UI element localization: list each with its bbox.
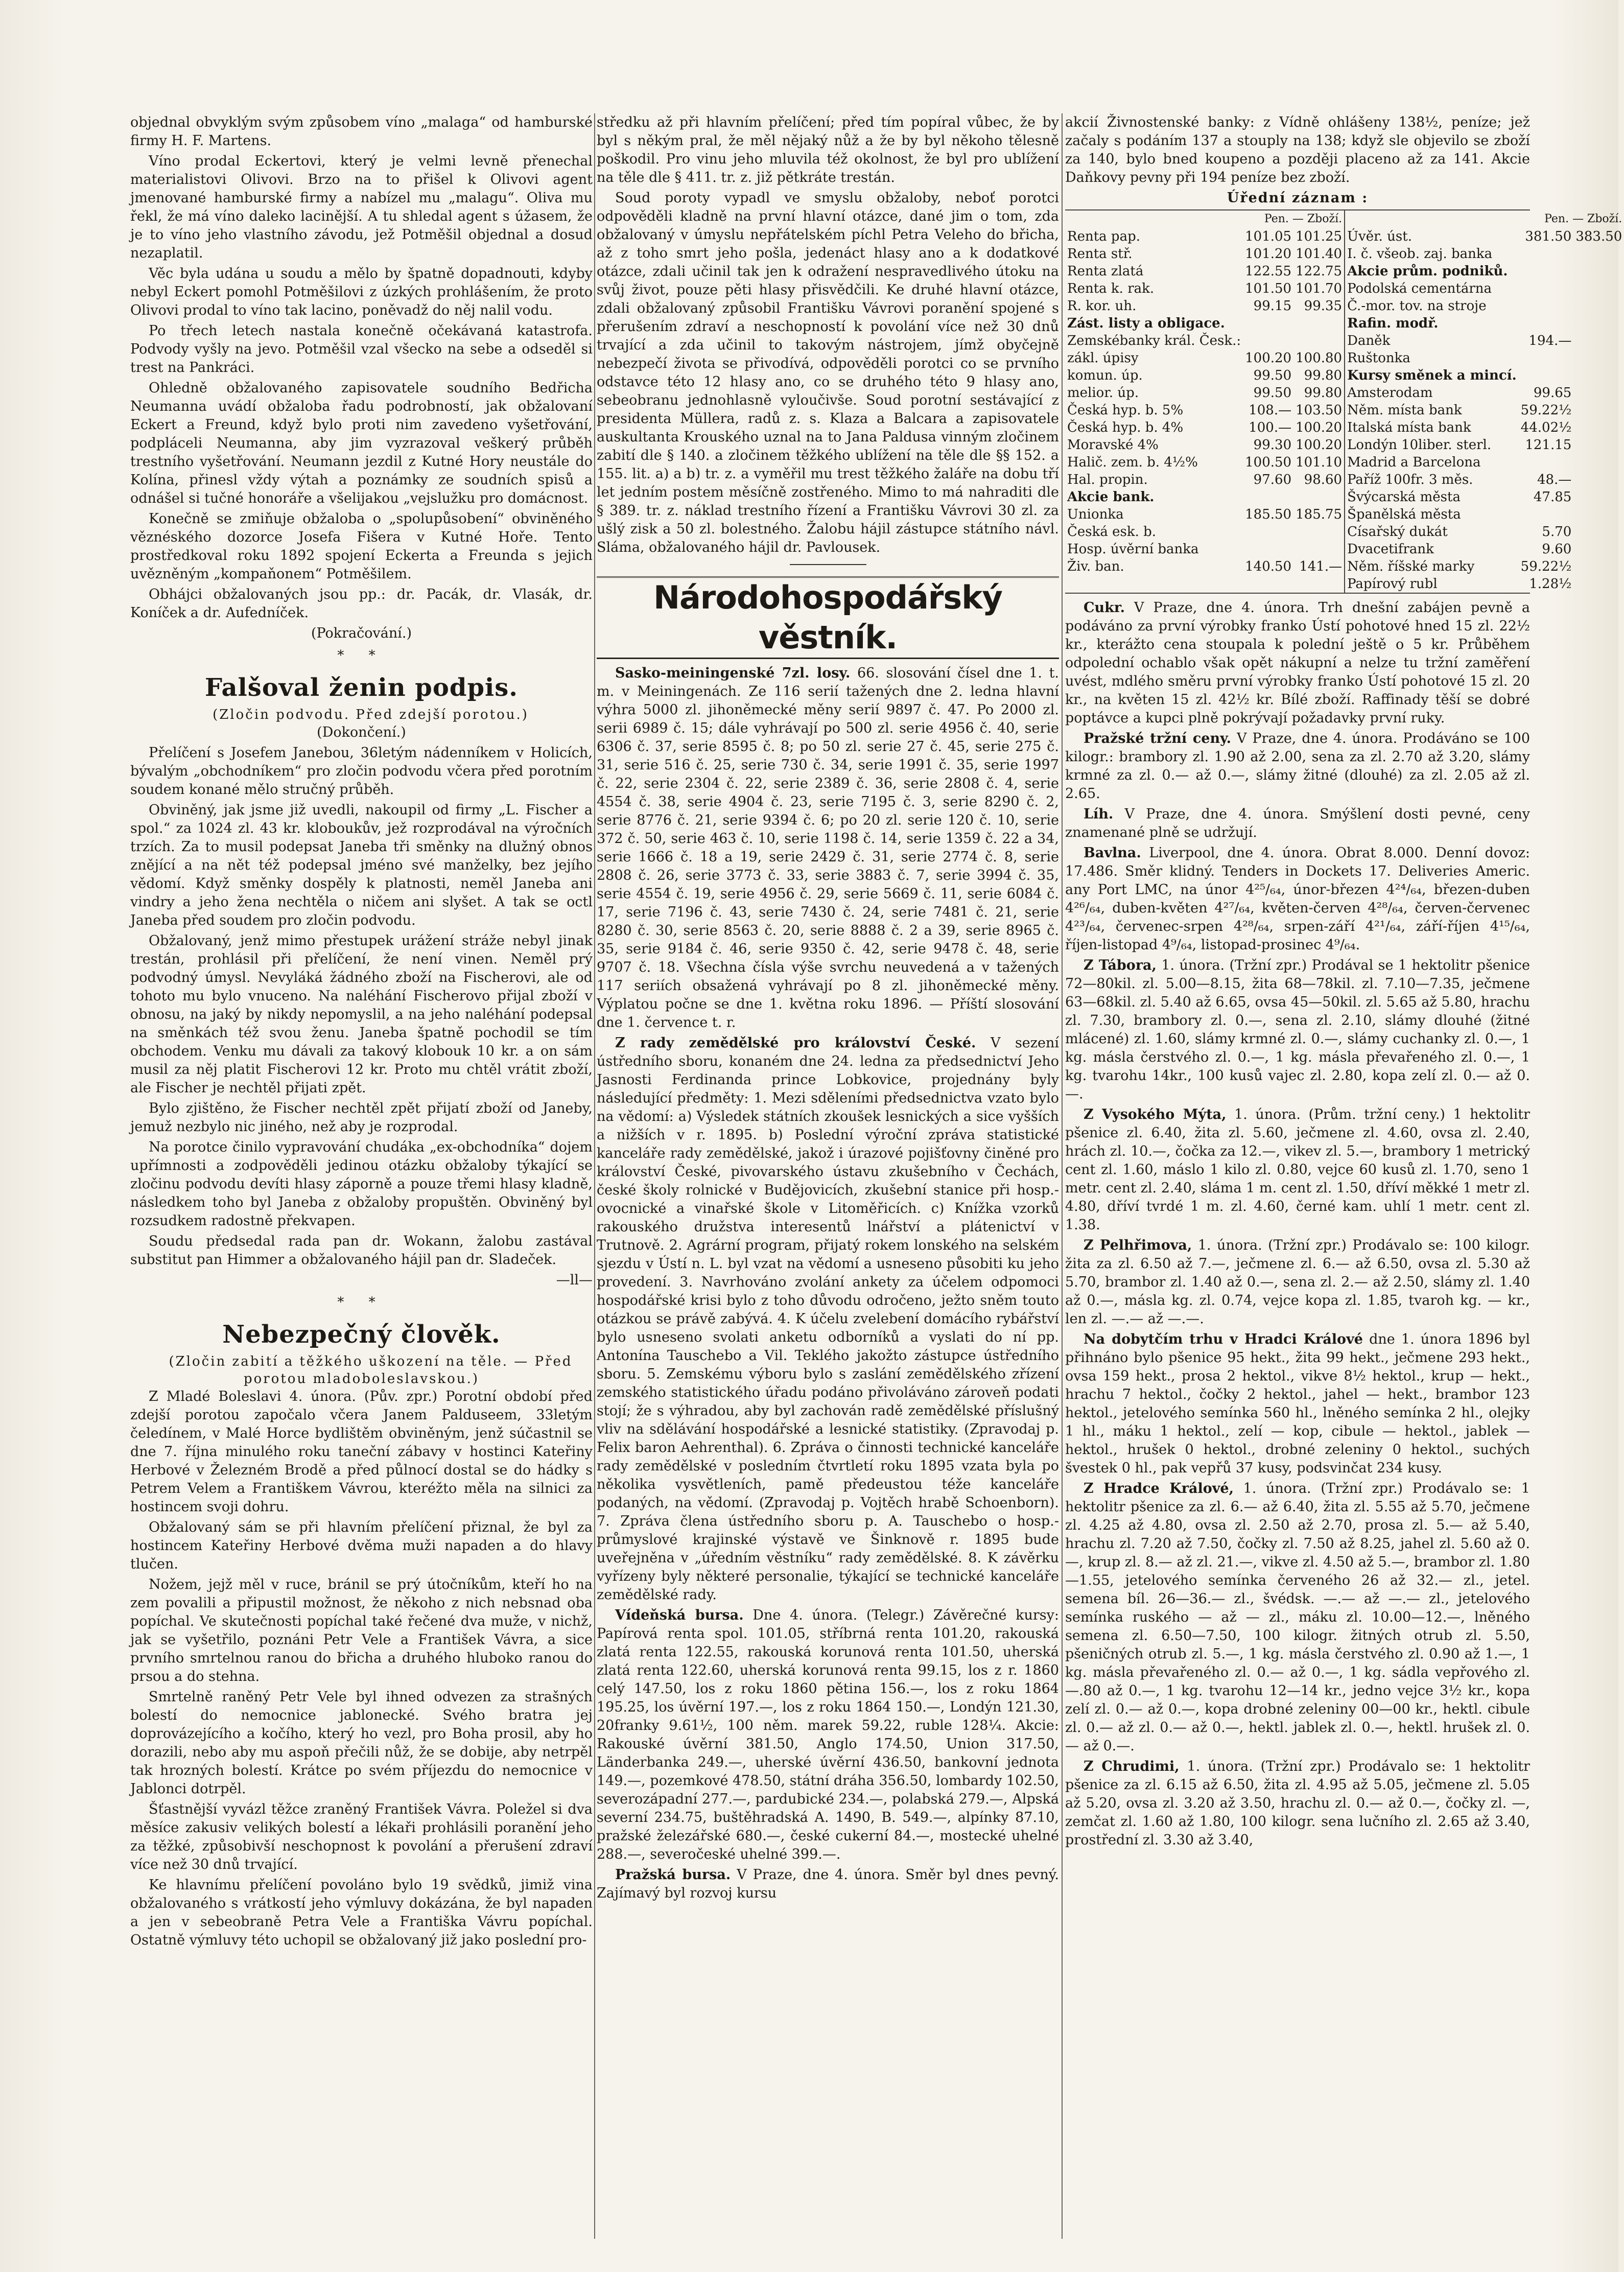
news-item-heading: Bavlna. bbox=[1084, 845, 1141, 861]
paragraph: 1. února. (Prům. tržní ceny.) 1 hektolitr pšenice zl. 6.40, žita zl. 5.60, ječmene zl. 4.60, ovsa zl. 2.40, hrách zl. 10.—, čočka za 12.—, vikev zl. 5.—, brambory 1 metrický cent zl. 1.60, máslo 1 kilo zl. 0.80, vejce 60 kusů zl. 1.70, seno 1 metr. cent zl. 2.40, sláma 1 m. cent zl. 1.50, dříví měkké 1 metr zl. 4.80, dříví tvrdé 1 m. zl. 4.60, černé kam. uhlí 1 metr. cent zl. 1.38. bbox=[1065, 1107, 1530, 1233]
rate-value: 98.60 bbox=[1304, 472, 1343, 487]
rate-row bbox=[1065, 315, 1344, 332]
rate-label: Papírový rubl bbox=[1347, 576, 1438, 592]
column-2 bbox=[597, 113, 1059, 2239]
rate-label: Císařský dukát bbox=[1347, 524, 1448, 540]
rate-label: Úvěr. úst. bbox=[1347, 229, 1412, 244]
rate-label: Londýn 10liber. sterl. bbox=[1347, 437, 1492, 453]
rate-row bbox=[1065, 367, 1344, 384]
rate-row bbox=[1345, 454, 1624, 471]
rate-label: Živ. ban. bbox=[1067, 559, 1124, 574]
rate-row bbox=[1345, 558, 1624, 575]
rate-row bbox=[1345, 349, 1624, 367]
rate-value: 101.40 bbox=[1296, 246, 1343, 262]
rate-row bbox=[1345, 471, 1624, 488]
rate-value: 101.70 bbox=[1296, 281, 1343, 296]
rate-value: 100.20 bbox=[1245, 350, 1292, 366]
rates-table-right bbox=[1344, 210, 1624, 593]
rate-value: 140.50 bbox=[1245, 559, 1292, 574]
rate-value bbox=[1519, 280, 1574, 297]
article-headline: Falšoval ženin podpis. bbox=[205, 673, 518, 702]
rate-row bbox=[1345, 523, 1624, 541]
news-item-heading: Cukr. bbox=[1084, 600, 1125, 616]
news-item-heading: Sasko-meiningenské 7zl. losy. bbox=[615, 665, 851, 681]
rate-label: Italská místa bank bbox=[1347, 420, 1471, 435]
rate-value bbox=[1293, 488, 1344, 506]
paragraph: 1. února. (Tržní zpr.) Prodávalo se: 1 hektolitr pšenice za zl. 6.15 až 6.50, žita zl. 4.95 až 5.05, ječmene zl. 5.05 až 5.20, ovsa zl. 3.20 až 3.50, hrachu zl. 0.— až 0.—, čočky zl. —, zemčat zl. 1.60 až 1.80, 100 kilogr. sena lučního zl. 2.65 až 3.40, prostřední zl. 3.30 až 3.40, bbox=[1065, 1759, 1530, 1848]
rate-value: 185.75 bbox=[1296, 507, 1343, 522]
rate-value bbox=[1573, 488, 1624, 506]
rate-label: Renta zlatá bbox=[1067, 264, 1144, 279]
paragraph: Obžalovaný sám se při hlavním přelíčení přiznal, že byl za hostincem Kateřiny Herbové dvěma muži napaden a do hlavy tlučen. bbox=[130, 1519, 593, 1572]
rate-row bbox=[1345, 541, 1624, 558]
rate-value: 141.— bbox=[1299, 559, 1343, 574]
paragraph: V Praze, dne 4. února. Trh dnešní zabájen pevně a podáváno za první výrobky franko Ústí pohotové hned 15 zl. 22½ kr., kterážto cena stoupala k polední ještě o 5 kr. Průběhem odpolední ochablo však opět nákupní a nelze tu tržní zaměření uvést, mdlého směru první výrobky franko Ústí pohotové 15 zl. 20 kr., na květen 15 zl. 42½ kr. Bílé zboží. Raffinady těší se dobré poptávce a kupci plně pokrývají požadavky první ruky. bbox=[1065, 600, 1530, 726]
news-item-heading: Na dobytčím trhu v Hradci Králové bbox=[1084, 1331, 1363, 1347]
rate-row bbox=[1065, 523, 1344, 541]
rate-value bbox=[1243, 523, 1293, 541]
paragraph: Věc byla udána u soudu a mělo by špatně dopadnouti, kdyby nebyl Eckert pomohl Potměšilovi z úzkých prohlášením, že proto Olivovi prodal to víno tak lacino, poněvadž do něj nalil vodu. bbox=[130, 266, 593, 318]
paragraph: Šťastnější vyvázl těžce zraněný František Vávra. Poležel si dva měsíce zakusiv velikých bolestí a lékaři prohlásili poranění jeho za těžké, způsobivší neschopnost k povolání a přerušení zdraví více než 30 dnů trvající. bbox=[130, 1801, 593, 1872]
rate-label: melior. úp. bbox=[1067, 385, 1139, 401]
rates-header: Pen. — Zboží. bbox=[1544, 213, 1622, 225]
rate-value bbox=[1573, 471, 1624, 488]
rate-value bbox=[1573, 402, 1624, 419]
continuation-note: (Dokončení.) bbox=[317, 724, 406, 740]
paragraph: 1. února. (Tržní zpr.) Prodávalo se: 1 hektolitr pšenice za zl. 6.— až 6.40, žita zl. 5.55 až 5.70, ječmene zl. 4.25 až 4.80, ovsa zl. 2.50 až 2.70, prosa zl. 5.— až 5.40, hrachu zl. 7.20 až 7.50, čočky zl. 7.50 až 8.25, jahel zl. 5.60 až 0.—, krup zl. 8.— až zl. 21.—, vikve zl. 4.50 až 5.—, brambor zl. 1.80—1.55, jetelového semínka červeného 26 až 32.— zl., jetel. semena bíl. 26—36.— zl., švédsk. —.— až —.— zl., jetelového semínka ruského — až — zl., máku zl. 10.00—12.—, lněného semena zl. 6.50—7.50, 100 kilogr. žitných otrub zl. 5.50, pšeničných otrub zl. 5.—, 1 kg. másla čerstvého zl. 0.90 až 1.—, 1 kg. másla převařeného zl. 0.— až 0.—, 1 kg. sádla vepřového zl. —.80 až 0.—, 1 kg. tvarohu 12—14 kr., jedno vejce 3½ kr., kopa zelí zl. 0.— až 0.—, kopa drobné zeleniny 00—00 kr., hektl. cibule zl. 0.— až zl. 0.— až 0.—, hektl. jablek zl. 0.—, hektl. hrušek zl. 0.— až 0.—. bbox=[1065, 1481, 1530, 1754]
paragraph: Obviněný, jak jsme již uvedli, nakoupil od firmy „L. Fischer a spol.“ za 1024 zl. 43 kr. kloboukův, jež rozprodával na výročních trzích. Za to musil podepsat Janeba tři směnky na dlužný obnos znějící a na nět též podepsal jméno své manželky, bez jejího vědomí. Když směnky dospěly k platnosti, neměl Janeba ani vindry a jeho žena nechtěla o ničem ani slyšet. A tak se octl Janeba před soudem pro zločin podvodu. bbox=[130, 802, 593, 928]
rate-row bbox=[1065, 402, 1344, 419]
author-signature: —ll— bbox=[556, 1272, 593, 1288]
paragraph: dne 1. února 1896 byl přihnáno bylo pšenice 95 hekt., žita 99 hekt., ječmene 293 hekt., ovsa 159 hekt., prosa 2 hektol., vikve 8½ hektol., krup — hekt., hrachu 7 hektol., čočky 2 hektol., jahel — hekt., brambor 123 hektol., jetelového semínka 560 hl., lněného semínka 2 hl., olejky 1 hl., máku 1 hektol., zelí — kop, cibule — hektol., jablek — hektol., hrušek 0 hektol., drobné zeleniny 0 hektol., suchých švestek 0 hl., pak vepřů 37 kusy, podsvinčat 234 kusy. bbox=[1065, 1331, 1530, 1476]
rate-value bbox=[1573, 541, 1624, 558]
rate-row bbox=[1065, 506, 1344, 523]
rate-value: 101.05 bbox=[1245, 229, 1292, 244]
paragraph: Smrtelně raněný Petr Vele byl ihned odvezen za strašných bolestí do nemocnice jablonecké. Svého bratra jej doprovázejícího a kočího, který ho vezl, pro Boha prosil, aby ho dorazili, nebo aby mu aspoň přečili nůž, že se dobije, aby netrpěl tak hrozných bolestí. Krátce po svém příjezdu do nemocnice v Jablonci dotrpěl. bbox=[130, 1689, 593, 1797]
article-subheadline: (Zločin zabití a těžkého uškození na těle. — Před porotou mladoboleslavskou.) bbox=[169, 1354, 573, 1387]
rate-label: Česká hyp. b. 5% bbox=[1067, 403, 1184, 418]
rate-row bbox=[1345, 506, 1624, 523]
rate-row bbox=[1345, 245, 1624, 263]
rate-value: 59.22½ bbox=[1520, 403, 1572, 418]
rate-label: Zemskébanky král. Česk.: bbox=[1067, 333, 1241, 348]
paragraph: středku až při hlavním přelíčení; před tím popíral vůbec, že by byl s někým pral, že měl nějaký nůž a že by byl někoho tělesně poškodil. Pro vinu jeho mluvila též okolnost, že byl pro ublížení na těle dle § 411. tr. z. již pětkráte trestán. bbox=[597, 114, 1059, 185]
rate-value bbox=[1293, 541, 1344, 558]
column-divider bbox=[1062, 113, 1063, 2239]
rate-label: Renta pap. bbox=[1067, 229, 1140, 244]
news-item-heading: Z Pelhřimova, bbox=[1084, 1237, 1192, 1253]
rate-value: 185.50 bbox=[1245, 507, 1292, 522]
paragraph: Ohledně obžalovaného zapisovatele soudního Bedřicha Neumanna uvádí obžaloba řadu podrobností, jak obžalovaní Eckert a Freund, když bylo proti nim zavedeno vyšetřování, podpláceli Neumanna, aby jim vyzrazoval veškerý průběh trestního vyšetřování. Neumann jezdil z Kutné Hory neustále do Kolína, přinesl vždy výtah a poznámky ze soudních spisů a odnášel si tučné honoráře a všelijakou „vejslužku pro domácnost. bbox=[130, 380, 593, 506]
column-1 bbox=[130, 113, 593, 2239]
rate-row bbox=[1065, 384, 1344, 402]
rate-value: 99.50 bbox=[1253, 385, 1292, 401]
paragraph: Dne 4. února. (Telegr.) Závěrečné kursy: Papírová renta spol. 101.05, stříbrná renta 101.20, rakouská zlatá renta 122.55, rakouská korunová renta 101.50, uherská zlatá renta 122.60, uherská korunová renta 99.15, los z r. 1860 celý 147.50, los z roku 1860 pětina 156.—, los z roku 1864 195.25, los úvěrní 197.—, los z roku 1864 150.—, Londýn 121.30, 20franky 9.61½, 100 něm. marek 59.22, ruble 128¼. Akcie: Rakouské úvěrní 381.50, Anglo 174.50, Union 317.50, Länderbanka 249.—, uherské úvěrní 436.50, bankovní jednota 149.—, pozemkové 478.50, státní dráha 356.50, lombardy 102.50, severozápadní 277.—, pardubické 234.—, polabská 279.—, Alpská severní 234.75, buštěhradská A. 1490, B. 549.—, alpínky 87.10, pražské železářské 680.—, české cukerní 84.—, mostecké uhelné 288.—, severočeské uhelné 399.—. bbox=[597, 1607, 1060, 1862]
rate-value: 9.60 bbox=[1542, 542, 1572, 557]
rate-value bbox=[1573, 367, 1624, 384]
rate-value bbox=[1243, 315, 1293, 332]
rate-label: Dvacetifrank bbox=[1347, 542, 1434, 557]
rate-value: 100.— bbox=[1249, 420, 1292, 435]
rates-table-left bbox=[1065, 210, 1344, 593]
rate-row bbox=[1065, 245, 1344, 263]
rate-row bbox=[1065, 541, 1344, 558]
paragraph: Ke hlavnímu přelíčení povoláno bylo 19 svědků, jimiž vina obžalovaného s vrátkostí jeho výmluvy dokázána, že byl napaden a jen v sebeobraně Petra Vele a Františka Vávru popíchal. Ostatně výmluvy této uchopil se obžalovaný již jako poslední pro- bbox=[130, 1877, 593, 1948]
separator-stars: * * bbox=[337, 648, 386, 663]
rate-value bbox=[1243, 332, 1293, 349]
news-item-heading: Líh. bbox=[1084, 806, 1114, 822]
rate-value bbox=[1573, 280, 1624, 297]
rate-value bbox=[1573, 454, 1624, 471]
rate-value: 99.80 bbox=[1304, 368, 1343, 383]
rate-label: Hosp. úvěrní banka bbox=[1067, 542, 1199, 557]
paragraph: Obžalovaný, jenž mimo přestupek urážení stráže nebyl jinak trestán, prohlásil při přelíčení, že není vinen. Neměl prý podvodný úmysl. Nevyláká žádného zboží na Fischerovi, ale od tohoto mu bylo vnuceno. Na naléhání Fischerovo přijal zboží v obnosu, na jaký by nikdy nepomyslil, a na jeho naléhání podepsal na směnkách též svou ženu. Janeba špatně pochodil se tím obchodem. Venku mu dávali za takový klobouk 10 kr. a on sám musil za něj platit Fischerovi 12 kr. Proto mu chtěl vrátit zboží, ale Fischer je nechtěl přijati zpět. bbox=[130, 933, 593, 1096]
rate-row bbox=[1065, 436, 1344, 454]
paragraph: Bylo zjištěno, že Fischer nechtěl zpět přijatí zboží od Janeby, jemuž nezbylo nic jiného, než aby je rozprodal. bbox=[130, 1100, 593, 1135]
rate-value bbox=[1243, 488, 1293, 506]
rate-value bbox=[1519, 245, 1574, 263]
rate-label: Ruštonka bbox=[1347, 350, 1410, 366]
rate-value: 100.20 bbox=[1296, 437, 1343, 453]
rate-label: Amsterodam bbox=[1347, 385, 1433, 401]
paragraph: Po třech letech nastala konečně očekávaná katastrofa. Podvody vyšly na jevo. Potměšil vzal všecko na sebe a odseděl si trest na Pankráci. bbox=[130, 323, 593, 376]
rate-value bbox=[1573, 297, 1624, 315]
rate-value bbox=[1519, 297, 1574, 315]
news-item-heading: Z Tábora, bbox=[1084, 957, 1157, 973]
rate-label: Hal. propin. bbox=[1067, 472, 1148, 487]
rate-value: 122.75 bbox=[1296, 264, 1343, 279]
rate-value: 100.20 bbox=[1296, 420, 1343, 435]
rate-value bbox=[1573, 506, 1624, 523]
rate-value: 108.— bbox=[1249, 403, 1292, 418]
rate-value: 99.35 bbox=[1304, 298, 1343, 314]
rate-row bbox=[1065, 280, 1344, 297]
rate-row bbox=[1065, 349, 1344, 367]
rate-value bbox=[1573, 436, 1624, 454]
rate-label: Paříž 100fr. 3 měs. bbox=[1347, 472, 1473, 487]
rate-value: 101.25 bbox=[1296, 229, 1343, 244]
rate-label: zákl. úpisy bbox=[1067, 350, 1139, 366]
rate-value: 99.50 bbox=[1253, 368, 1292, 383]
rate-value: 383.50 bbox=[1575, 229, 1622, 244]
rate-label: Česká esk. b. bbox=[1067, 524, 1157, 540]
rate-row bbox=[1065, 558, 1344, 575]
rate-value bbox=[1573, 349, 1624, 367]
paragraph: Nožem, jejž měl v ruce, bránil se prý útočníkům, kteří ho na zem povalili a připustil možnost, že někoho z nich nebsnad oba popíchal. Ve skutečnosti popíchal také řečené dva muže, v nichž, jak se vyšetřilo, poznáni Petr Vele a František Vávra, a sice prvního smrtelnou ranou do břicha a druhého hluboko ranou do prsou a do stehna. bbox=[130, 1577, 593, 1684]
rate-value bbox=[1519, 506, 1574, 523]
rate-value: 47.85 bbox=[1533, 489, 1572, 505]
rate-label: Španělská města bbox=[1347, 507, 1461, 522]
rate-value: 5.70 bbox=[1542, 524, 1572, 540]
paragraph: Přelíčení s Josefem Janebou, 36letým nádenníkem v Holicích, bývalým „obchodníkem“ pro zločin podvodu včera před porotním soudem konané mělo stručný průběh. bbox=[130, 745, 593, 798]
column-divider bbox=[594, 113, 595, 2239]
rate-label: Rafin. modř. bbox=[1347, 316, 1439, 331]
rate-row bbox=[1065, 263, 1344, 280]
rate-value: 121.15 bbox=[1525, 437, 1572, 453]
rate-label: Něm. říšské marky bbox=[1347, 559, 1475, 574]
rate-row bbox=[1345, 263, 1624, 280]
rate-value bbox=[1573, 263, 1624, 280]
rate-value bbox=[1573, 419, 1624, 436]
rate-row bbox=[1065, 488, 1344, 506]
news-item-heading: Z rady zemědělské pro království České. bbox=[615, 1035, 976, 1051]
rate-value: 100.80 bbox=[1296, 350, 1343, 366]
separator-stars: * * bbox=[337, 1295, 386, 1310]
rate-value: 103.50 bbox=[1296, 403, 1343, 418]
rates-table bbox=[1065, 209, 1622, 594]
rate-label: R. kor. uh. bbox=[1067, 298, 1137, 314]
paragraph: objednal obvyklým svým způsobem víno „malaga“ od hamburské firmy H. F. Martens. bbox=[130, 114, 593, 149]
rate-value: 122.55 bbox=[1245, 264, 1292, 279]
rate-row bbox=[1065, 471, 1344, 488]
rate-value: 194.— bbox=[1528, 333, 1572, 348]
paragraph: Liverpool, dne 4. února. Obrat 8.000. Denní dovoz: 17.486. Směr klidný. Tenders in Dockets 17. Deliveries Americ. any Port LMC, na únor 4²⁵/₆₄, únor-březen 4²⁴/₆₄, březen-duben 4²⁶/₆₄, duben-květen 4²⁷/₆₄, květen-červen 4²⁸/₆₄, červen-červenec 4²³/₆₄, červenec-srpen 4²⁸/₆₄, srpen-září 4²¹/₆₄, září-říjen 4¹⁵/₆₄, říjen-listopad 4⁹/₆₄, listopad-prosinec 4⁹/₆₄. bbox=[1065, 845, 1530, 953]
paragraph: 66. slosování čísel dne 1. t. m. v Meiningenách. Ze 116 serií tažených dne 2. ledna hlavní výhra 5000 zl. jihoněmecké měny serií 9897 č. 47. Po 2000 zl. serii 6989 č. 15; dále vyhrávají po 500 zl. serie 4956 č. 40, serie 6306 č. 37, serie 8595 č. 8; po 50 zl. serie 27 č. 45, serie 275 č. 31, serie 516 č. 25, serie 730 č. 34, serie 1991 č. 35, serie 1997 č. 22, serie 2304 č. 22, serie 2389 č. 36, serie 2808 č. 4, serie 4554 č. 38, serie 4904 č. 23, serie 7195 č. 3, serie 8290 č. 2, serie 8776 č. 21, serie 9394 č. 6; po 20 zl. serie 120 č. 10, serie 372 č. 50, serie 463 č. 10, serie 1198 č. 14, serie 1359 č. 22 a 34, serie 1666 č. 18 a 19, serie 2429 č. 31, serie 2774 č. 8, serie 2808 č. 26, serie 3773 č. 33, serie 3883 č. 7, serie 3994 č. 35, serie 4554 č. 19, serie 4956 č. 29, serie 5669 č. 11, serie 6084 č. 17, serie 7196 č. 43, serie 7430 č. 24, serie 7481 č. 21, serie 8280 č. 30, serie 8563 č. 20, serie 8888 č. 2 a 39, serie 8965 č. 35, serie 9184 č. 46, serie 9350 č. 42, serie 9478 č. 48, serie 9707 č. 18. Všechna čísla výše svrchu neuvedená a v tažených 117 seriích obsažená vyhrávají po 8 zl. jihoněmecké měny. Výplatou počne se dne 1. května roku 1896. — Příští slosování dne 1. července t. r. bbox=[597, 665, 1059, 1030]
paragraph: V Praze, dne 4. února. Prodáváno se 100 kilogr.: brambory zl. 1.90 až 2.00, sena za zl. 2.70 až 3.20, slámy krmné za zl. 0.— až 0.—, slámy žitné (dlouhé) za zl. 2.05 až zl. 2.65. bbox=[1065, 731, 1530, 802]
rate-label: Č.-mor. tov. na stroje bbox=[1347, 298, 1487, 314]
rate-row bbox=[1345, 297, 1624, 315]
rate-value: 59.22½ bbox=[1520, 559, 1572, 574]
rate-value bbox=[1573, 245, 1624, 263]
news-item-heading: Pražská bursa. bbox=[615, 1867, 731, 1883]
rate-row bbox=[1065, 454, 1344, 471]
rate-row bbox=[1345, 384, 1624, 402]
news-item-heading: Pražské tržní ceny. bbox=[1084, 731, 1232, 746]
paragraph: Obhájci obžalovaných jsou pp.: dr. Pacák, dr. Vlasák, dr. Koníček a dr. Aufedníček. bbox=[130, 587, 593, 621]
rate-row bbox=[1345, 419, 1624, 436]
rate-value bbox=[1573, 332, 1624, 349]
rate-label: Daněk bbox=[1347, 333, 1391, 348]
rate-label: Renta stř. bbox=[1067, 246, 1133, 262]
rates-heading: Úřední záznam : bbox=[1227, 190, 1369, 206]
rate-row bbox=[1065, 297, 1344, 315]
rate-value bbox=[1243, 541, 1293, 558]
rate-row bbox=[1345, 280, 1624, 297]
article-headline: Nebezpečný člověk. bbox=[222, 1320, 501, 1349]
rate-label: Česká hyp. b. 4% bbox=[1067, 420, 1184, 435]
rate-label: Moravské 4% bbox=[1067, 437, 1159, 453]
rates-header: Pen. — Zboží. bbox=[1264, 213, 1343, 225]
rate-value: 101.50 bbox=[1245, 281, 1292, 296]
rate-value bbox=[1293, 315, 1344, 332]
paragraph: V sezení ústředního sboru, konaném dne 24. ledna za předsednictví Jeho Jasnosti Ferdinanda prince Lobkovice, projednány byly následující předměty: 1. Mezi sděleními předsednictva vzato bylo na vědomí: a) Výsledek státních zkoušek lesnických a sice vyšších a nižších v r. 1895. b) Poslední výroční zpráva statistické kanceláře rady zemědělské, jakož i úrazové pojišťovny činěné pro království České, pivovarského ústavu zkušebního v Čechách, české školy rolnické v Budějovicích, zkušební stanice při hosp.-ovocnické a vinařské škole v Litoměřicích. c) Knížka vzorků rakouského družstva interesentů lnářství a plátenictví v Trutnově. 2. Agrární program, přijatý rokem lonského na selském sjezdu v Ústí n. L. byl vzat na vědomí a usneseno působiti ku jeho provedení. 3. Navrhováno zvolání ankety za účelem odpomoci hospodářské krisi bylo z toho důvodu odročeno, ježto sněm touto otázkou se právě zabývá. 4. K účelu zvelebení domácího rybářství bylo usneseno svolati anketu odborníků a vyslati do ní pp. Antonína Tauschebo a Vil. Teklého jakožto zástupce ústředního sboru. 5. Zemskému výboru bylo s zaslání zemědělského zřízení zemského statistického úřadu podáno přivoláváno zároveň podati stojí; že s výhradou, aby byl zachován radě zemědělské příslušný vliv na sdělávání hospodářské a lesnické statistiky. (Zpravodaj p. Felix baron Aehrenthal). 6. Zpráva o činnosti technické kanceláře rady zemědělské v posledním čtvrtletí roku 1895 vzata byla po několika vysvětleních, pamě předeustou téže kanceláře podaných, na vědomí. (Zpravodaj p. Vojtěch hrabě Schoenborn). 7. Zpráva člena ústředního sboru p. A. Tauschebo o hosp.-průmyslové krajinské výstavě ve Šinknově r. 1895 bude uveřejněna v „úředním věstníku“ rady zemědělské. 8. K závěrku vyřízeny byly některé personalie, týkající se technické kanceláře zemědělské rady. bbox=[597, 1035, 1060, 1603]
rate-label: Unionka bbox=[1067, 507, 1124, 522]
rate-value bbox=[1519, 454, 1574, 471]
paragraph: Z Mladé Boleslavi 4. února. (Pův. zpr.) Porotní období před zdejší porotou započalo včera Janem Palduseem, 33letým čeledínem, v Malé Horce bydlištěm obviněným, jenž súčastnil se dne 7. října minulého roku taneční zábavy v hostinci Kateřiny Herbové v Železném Brodě a před půlnocí dostal se do hádky s Petrem Velem a Františkem Vávrou, kteréžto měla na silnici za hostincem svoji dohru. bbox=[130, 1389, 593, 1515]
rate-value: 100.50 bbox=[1245, 455, 1292, 470]
rate-value bbox=[1519, 263, 1574, 280]
separator-rule bbox=[790, 564, 866, 565]
rate-label: komun. úp. bbox=[1067, 368, 1143, 383]
continuation-note: (Pokračování.) bbox=[311, 625, 412, 641]
paragraph: Víno prodal Eckertovi, který je velmi levně přenechal materialistovi Olivovi. Brzo na to přišel k Olivovi agent jmenované hamburské firmy a nabízel mu „malagu“. Oliva mu řekl, že má víno daleko lacinější. A tu shledal agent s úžasem, že je to víno jeho vlastního závodu, jež Potměšil objednal a dosud nezaplatil. bbox=[130, 153, 593, 261]
rate-label: Kursy směnek a mincí. bbox=[1347, 368, 1517, 383]
rate-value bbox=[1293, 523, 1344, 541]
rate-value: 99.80 bbox=[1304, 385, 1343, 401]
paragraph: 1. února. (Tržní zpr.) Prodávalo se: 100 kilogr. žita za zl. 6.50 až 7.—, ječmene zl. 6.— až 6.50, ovsa zl. 5.30 až 5.70, brambor zl. 1.40 až 0.—, sena zl. 2.— až 2.50, slámy zl. 1.40 až 0.—, másla kg. zl. 0.74, vejce kopa zl. 1.85, tvaroh kg. — kr., len zl. —.— až —.—. bbox=[1065, 1237, 1530, 1327]
rate-row bbox=[1345, 228, 1624, 245]
rate-value: 101.10 bbox=[1296, 455, 1343, 470]
rate-row bbox=[1065, 228, 1344, 245]
rate-label: Švýcarská města bbox=[1347, 489, 1461, 505]
rate-value: 44.02½ bbox=[1520, 420, 1572, 435]
rate-row bbox=[1345, 315, 1624, 332]
rate-label: I. č. všeob. zaj. banka bbox=[1347, 246, 1493, 262]
paragraph: V Praze, dne 4. února. Směr byl dnes pevný. Zajímavý byl rozvoj kursu bbox=[597, 1867, 1059, 1901]
rate-value bbox=[1519, 315, 1574, 332]
rate-value: 381.50 bbox=[1525, 229, 1572, 244]
rate-row bbox=[1345, 332, 1624, 349]
rate-value: 97.60 bbox=[1253, 472, 1292, 487]
rate-row bbox=[1345, 436, 1624, 454]
rate-value: 99.65 bbox=[1533, 385, 1572, 401]
rate-row bbox=[1065, 419, 1344, 436]
rate-label: Podolská cementárna bbox=[1347, 281, 1492, 296]
news-item-heading: Z Vysokého Mýta, bbox=[1084, 1107, 1227, 1122]
news-item-heading: Vídeňská bursa. bbox=[615, 1607, 744, 1623]
rate-row bbox=[1345, 402, 1624, 419]
paragraph: Soud poroty vypadl ve smyslu obžaloby, neboť porotci odpověděli kladně na první hlavní otázce, dané jim o tom, zda obžalovaný v úmyslu nepřátelském píchl Petra Veleho do břicha, až z toho smrt jeho pošla, jedenáct hlasy ano a k dodatkové otázce, zdali učinil tak jen k odražení nespravedlivého útoku na svůj život, pouze pěti hlasy přisvědčili. Ke druhé hlavní otázce, zdali obžalovaný způsobil Františku Vávrovi poranění spojené s přerušením zdraví a neschopností k povolání více než 30 dnů trvající a zda učinil to takovým nástrojem, jímž obyčejně nebezpečí života se přivodívá, odpověděli porotci co se prvního odstavce této 12 hlasy ano, co se druhého této 9 hlasy ano, sebeobranu jednohlasně vyloučivše. Soud porotní sestávající z presidenta Müllera, radů z. s. Klaza a Balcara a zapisovatele auskultanta Krouského uznal na to Jana Paldusa vinným zločinem zabití dle § 140. a zločinem těžkého ublížení na těle dle §§ 152. a 155. lit. a) a b) tr. z. a vyměřil mu trest těžkého žaláře na dobu tří let jedním postem měsíčně zostřeného. Mimo to má nahraditi dle § 389. tr. z. náklad trestního řízení a Františku Vávrovi 30 zl. za ušlý zisk a 50 zl. bolestného. Žalobu hájil zástupce státního návl. Sláma, obžalovaného hájil dr. Pavlousek. bbox=[597, 190, 1059, 555]
column-3 bbox=[1065, 113, 1622, 2239]
paragraph: akcií Živnostenské banky: z Vídně ohlášeny 138½, peníze; jež začaly s podáním 137 a stouply na 138; když sle objevilo se zboží za 140, bylo bned koupeno a později placeno až za 141. Akcie Daňkovy pevny při 194 peníze bez zboží. bbox=[1065, 114, 1530, 185]
news-item-heading: Z Hradce Králové, bbox=[1084, 1481, 1234, 1496]
rate-value: 99.30 bbox=[1253, 437, 1292, 453]
paragraph: Soudu předsedal rada pan dr. Wokann, žalobu zastával substitut pan Himmer a obžalovaného hájil pan dr. Sladeček. bbox=[130, 1233, 593, 1268]
rate-row bbox=[1065, 332, 1344, 349]
rate-value bbox=[1519, 367, 1574, 384]
rate-value: 99.15 bbox=[1253, 298, 1292, 314]
rate-row bbox=[1345, 367, 1624, 384]
paragraph: Konečně se zmiňuje obžaloba o „spolupůsobení“ obviněného věznéského dozorce Josefa Fišera v Kutné Hoře. Tento prostředkoval roku 1892 spojení Eckerta a Freunda s jejich uvězněným „kompaňonem“ Potměšilem. bbox=[130, 511, 593, 582]
rate-value bbox=[1573, 523, 1624, 541]
rate-label: Zást. listy a obligace. bbox=[1067, 316, 1225, 331]
rate-value: 48.— bbox=[1537, 472, 1572, 487]
rate-label: Něm. místa bank bbox=[1347, 403, 1462, 418]
rate-value bbox=[1573, 575, 1624, 593]
rate-value bbox=[1573, 384, 1624, 402]
news-item-heading: Z Chrudimi, bbox=[1084, 1759, 1180, 1774]
paragraph: V Praze, dne 4. února. Smýšlení dosti pevné, ceny znamenané plně se udržují. bbox=[1065, 806, 1530, 840]
rate-value bbox=[1293, 332, 1344, 349]
rate-label: Madrid a Barcelona bbox=[1347, 455, 1481, 470]
rate-value: 1.28½ bbox=[1529, 576, 1572, 592]
paragraph: Na porotce činilo vypravování chudáka „ex-obchodníka“ dojem upřímnosti a zodpověděli jedinou otázku obžaloby týkající se zločinu podvodu devíti hlasy záporně a pouze třemi hlasy kladně, následkem toho byl Janeba z obžaloby propuštěn. Obviněný byl rozsudkem radostně překvapen. bbox=[130, 1139, 593, 1229]
rate-row bbox=[1345, 488, 1624, 506]
rate-label: Halič. zem. b. 4½% bbox=[1067, 455, 1198, 470]
article-subheadline: (Zločin podvodu. Před zdejší porotou.) bbox=[213, 707, 529, 722]
section-heading: Národohospodářský věstník. bbox=[597, 576, 1059, 659]
rate-label: Renta k. rak. bbox=[1067, 281, 1155, 296]
rate-value bbox=[1519, 349, 1574, 367]
rate-value bbox=[1573, 558, 1624, 575]
rate-label: Akcie bank. bbox=[1067, 489, 1155, 505]
rate-row bbox=[1345, 575, 1624, 593]
rate-value bbox=[1573, 315, 1624, 332]
rate-value: 101.20 bbox=[1245, 246, 1292, 262]
paragraph: 1. února. (Tržní zpr.) Prodával se 1 hektolitr pšenice 72—80kil. zl. 5.00—8.15, žita 68—78kil. zl. 7.10—7.35, ječmene 63—68kil. zl. 5.40 až 6.65, ovsa 45—50kil. zl. 5.65 až 5.80, hrachu zl. 7.30, brambory zl. 0.—, sena zl. 2.10, slámy dlouhé (žitné mlácené) zl. 1.60, slámy krmné zl. 0.—, slámy cuchanky zl. 0.—, 1 kg. másla čerstvého zl. 0.—, 1 kg. másla převařeného zl. 0.—, 1 kg. tvarohu 14kr., 100 kusů vajec zl. 2.80, kopa zelí zl. 0.— až 0.—. bbox=[1065, 957, 1530, 1102]
rate-label: Akcie prům. podniků. bbox=[1347, 264, 1508, 279]
